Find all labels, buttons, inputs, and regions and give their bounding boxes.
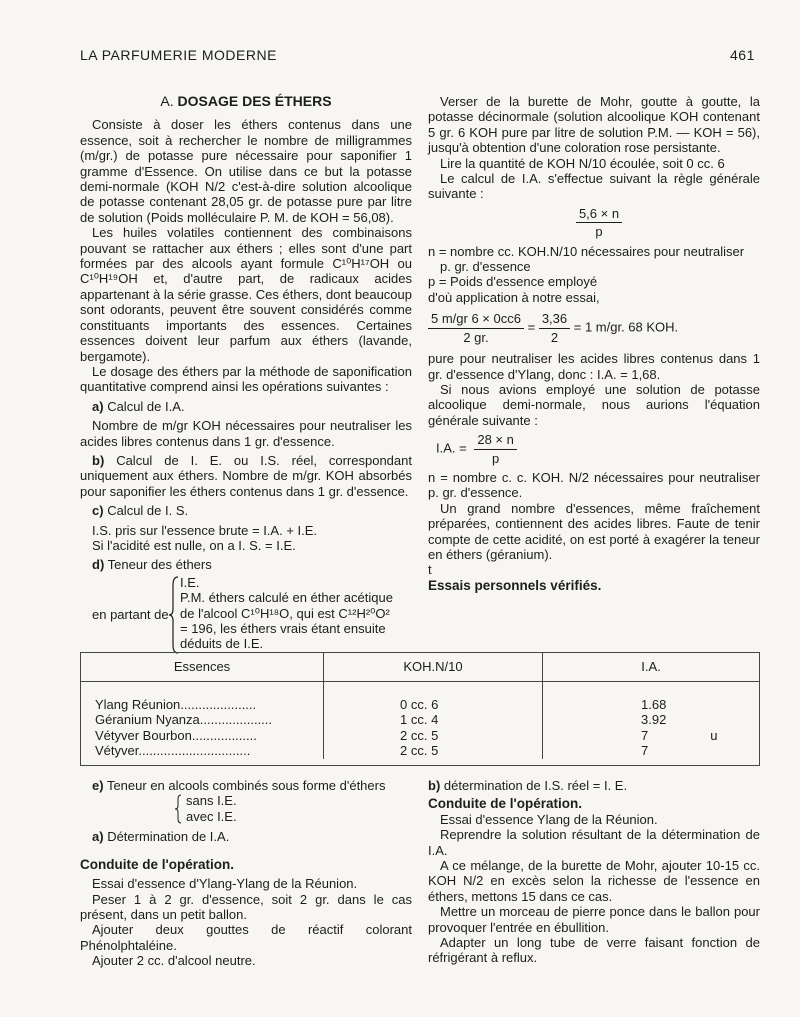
row-koh: 1 cc. 4 (324, 712, 543, 727)
item-a-label: a) (92, 398, 104, 414)
item-a-title: Calcul de I.A. (107, 398, 185, 414)
item-c (80, 503, 412, 518)
bottom-right-paragraph-2: Reprendre la solution résultant de la détermination de I.A. (428, 827, 760, 858)
right-paragraph-5: Si nous avions employé une solution de potasse alcoolique demi-normale, nous aurions l'équation générale suivante : (428, 381, 760, 428)
left-paragraph-2: Les huiles volatiles contiennent des combinaisons pouvant se rattacher aux éthers ; elles sont d'une part formées par des alcools ayant formule C¹⁰H¹⁷OH ou C¹⁰H¹⁹OH et, d'autre part, de radicaux acides appartenant à la série grasse. Ces éthers, dont beaucoup sont odorants, peuvent être souvent considérés comme constituants importants des essences. Certaines essences doivent leur parfum aux éthers (lavande, bergamote). (80, 225, 412, 364)
item-e-detail (80, 793, 412, 825)
item-d-line-2: P.M. éthers calculé en éther acétique (180, 590, 393, 606)
conduite-heading-left: Conduite de l'opération. (80, 856, 234, 872)
bottom-left-paragraph-3: Ajouter deux gouttes de réactif colorant Phénolphtaléine. (80, 922, 412, 953)
formula-1 (428, 206, 760, 240)
row-ia-mark: u (710, 727, 718, 743)
header-ia: I.A. (543, 653, 760, 682)
stray-mark: t (428, 562, 432, 578)
bottom-left-paragraph-2: Peser 1 à 2 gr. d'essence, soit 2 gr. dans le cas présent, dans un petit ballon. (80, 891, 412, 923)
left-paragraph-1: Consiste à doser les éthers contenus dans une essence, soit à rechercher le nombre de milligrammes (m/gr.) de potasse pure nécessaire pour saponifier 1 gramme d'Essence. On utilise dans ce but la potasse demi-normale (KOH N/2 c'est-à-dire solution alcoolique de potasse contenant 28,05 gr. de potasse pure par litre de solution (Poids molléculaire P. M. de KOH = 56,08). (80, 117, 412, 225)
row-ia-value: 3.92 (641, 712, 667, 728)
row-ia-value: 7 (641, 727, 649, 743)
item-e-line-2: avec I.E. (186, 808, 237, 824)
bottom-right-paragraph-5: Adapter un long tube de verre faisant fonction de réfrigérant à reflux. (428, 935, 760, 966)
header-essences: Essences (81, 653, 324, 682)
bottom-item-b-label: b) (428, 778, 441, 793)
row-essence (81, 712, 324, 727)
bottom-left-column (80, 778, 412, 969)
formula-2-result: = 1 m/gr. 68 KOH. (573, 319, 679, 335)
section-title: DOSAGE DES ÉTHERS (177, 93, 332, 109)
formula-1-numerator: 5,6 × n (576, 206, 622, 223)
formula-3-numerator: 28 × n (474, 432, 517, 449)
right-paragraph-4: pure pour neutraliser les acides libres contenus dans 1 gr. d'essence d'Ylang, donc : I.A. = 1,68. (428, 351, 760, 382)
formula-3-lhs: I.A. = (436, 440, 467, 456)
formula-2 (428, 311, 760, 345)
definition-n-cont: p. gr. d'essence (440, 259, 531, 275)
row-ia (543, 743, 760, 758)
row-essence-name: Ylang Réunion (95, 697, 181, 712)
essais-heading: Essais personnels vérifiés. (428, 577, 602, 593)
bottom-item-a-label: a) (92, 829, 104, 845)
item-d-label: d) (92, 557, 105, 573)
conduite-heading-right: Conduite de l'opération. (428, 796, 582, 812)
row-koh: 0 cc. 6 (324, 697, 543, 712)
row-dots: ............................... (138, 743, 251, 759)
item-b-label: b) (92, 452, 105, 468)
formula-2-numerator: 5 m/gr 6 × 0cc6 (428, 311, 524, 328)
bottom-item-b (428, 778, 760, 793)
right-paragraph-6: Un grand nombre d'essences, même fraîchement préparées, contiennent des acides libres. Faute de tenir compte de cette acidité, on est porté à exagérer la teneur en éthers (géranium). (428, 500, 760, 562)
item-a-text: Nombre de m/gr KOH nécessaires pour neutraliser les acides libres contenus dans 1 gr. d'essence. (80, 418, 412, 449)
row-essence-name: Vétyver (95, 743, 139, 759)
table-header-row (81, 653, 759, 682)
item-d-line-1: I.E. (180, 574, 200, 590)
row-ia-value: 1.68 (641, 697, 667, 712)
left-paragraph-3: Le dosage des éthers par la méthode de saponification quantitative comprend ainsi les opérations suivantes : (80, 363, 412, 395)
right-paragraph-1: Verser de la burette de Mohr, goutte à goutte, la potasse décinormale (solution alcoolique KOH contenant 5 gr. 6 KOH pure par litre de solution P.M. — KOH = 56), jusqu'à obtention d'une coloration rose persistante. (428, 94, 760, 156)
item-e (80, 778, 412, 793)
bottom-item-a (80, 829, 412, 844)
definition-p: p = Poids d'essence employé (428, 274, 598, 290)
brace-icon (168, 575, 180, 655)
bottom-right-paragraph-1: Essai d'essence Ylang de la Réunion. (440, 811, 658, 827)
right-column (428, 94, 760, 593)
header-koh: KOH.N/10 (324, 653, 543, 682)
item-e-line-1: sans I.E. (186, 793, 237, 809)
application-line: d'où application à notre essai, (428, 289, 600, 305)
item-d-line-5: déduits de I.E. (180, 636, 264, 652)
row-essence (81, 728, 324, 743)
running-title: LA PARFUMERIE MODERNE (80, 47, 277, 63)
formula-1-fraction (576, 206, 622, 240)
bottom-right-paragraph-4: Mettre un morceau de pierre ponce dans le ballon pour provoquer l'entrée en ébullition. (428, 904, 760, 935)
section-prefix: A. (160, 93, 174, 109)
table-row (81, 743, 759, 758)
left-column (80, 94, 412, 655)
bottom-left-paragraph-1: Essai d'essence d'Ylang-Ylang de la Réunion. (92, 876, 358, 892)
section-heading (80, 94, 412, 109)
row-dots: .................. (191, 727, 257, 743)
row-ia-value: 7 (641, 743, 649, 759)
row-dots: ..................... (180, 697, 257, 712)
item-d (80, 557, 412, 572)
table-row (81, 728, 759, 743)
brace-icon (174, 794, 182, 824)
row-koh: 2 cc. 5 (324, 743, 543, 758)
formula-2-equals: = (527, 319, 536, 335)
page-number: 461 (730, 47, 755, 63)
row-ia (543, 712, 760, 727)
formula-1-denominator: p (595, 224, 603, 240)
item-c-line-1: I.S. pris sur l'essence brute = I.A. + I.E. (92, 522, 318, 538)
right-paragraph-3: Le calcul de I.A. s'effectue suivant la règle générale suivante : (428, 171, 760, 202)
row-dots: .................... (199, 712, 273, 728)
definition-n: n = nombre cc. KOH.N/10 nécessaires pour neutraliser (428, 243, 745, 259)
essences-table (81, 653, 759, 759)
formula-3 (436, 432, 760, 466)
item-c-title: Calcul de I. S. (107, 503, 189, 519)
formula-2-denominator-2: 2 (550, 329, 559, 345)
formula-2-fraction-1 (428, 311, 524, 345)
item-e-label: e) (92, 778, 104, 793)
formula-2-denominator: 2 gr. (463, 329, 489, 345)
formula-3-denominator: p (491, 450, 500, 466)
formula-3-fraction (474, 432, 517, 466)
table-row (81, 697, 759, 712)
bottom-right-column (428, 778, 760, 966)
essences-table-box (80, 652, 760, 766)
table-row (81, 712, 759, 727)
item-b (80, 453, 412, 499)
row-essence-name: Vétyver Bourbon (95, 727, 192, 743)
bottom-item-b-text: détermination de I.S. réel = I. E. (443, 778, 628, 793)
item-d-detail (80, 575, 412, 655)
item-d-line-4: = 196, les éthers vrais étant ensuite (180, 621, 386, 636)
row-koh: 2 cc. 5 (324, 728, 543, 743)
bottom-left-paragraph-4: Ajouter 2 cc. d'alcool neutre. (92, 953, 256, 969)
item-d-prefix: en partant de (92, 606, 169, 622)
item-c-label: c) (92, 503, 104, 519)
item-d-line-3: de l'alcool C¹⁰H¹⁸O, qui est C¹²H²⁰O² (180, 605, 390, 621)
formula-2-fraction-2 (539, 311, 570, 345)
definition-2: n = nombre c. c. KOH. N/2 nécessaires pour neutraliser p. gr. d'essence. (428, 469, 760, 501)
bottom-right-paragraph-3: A ce mélange, de la burette de Mohr, ajouter 10-15 cc. KOH N/2 en excès selon la richesse de l'essence en éthers, mettons 15 dans ce cas. (428, 858, 760, 904)
item-b-text: Calcul de I. E. ou I.S. réel, correspondant uniquement aux éthers. Nombre de m/gr. KOH absorbés pour saponifier les éthers contenus dans 1 gr. d'essence. (80, 452, 412, 499)
item-d-title: Teneur des éthers (107, 557, 212, 573)
row-essence-name: Géranium Nyanza (95, 712, 200, 728)
row-essence (81, 697, 324, 712)
item-e-lines (186, 793, 237, 824)
row-ia (543, 697, 760, 712)
formula-2-numerator-2: 3,36 (539, 311, 570, 328)
item-d-lines (180, 575, 412, 652)
item-a (80, 399, 412, 414)
item-c-line-2: Si l'acidité est nulle, on a I. S. = I.E. (92, 537, 296, 553)
bottom-item-a-text: Détermination de I.A. (107, 829, 230, 845)
row-ia (543, 728, 760, 743)
right-paragraph-2: Lire la quantité de KOH N/10 écoulée, soit 0 cc. 6 (440, 155, 725, 171)
row-essence (81, 743, 324, 758)
item-e-text: Teneur en alcools combinés sous forme d'éthers (106, 778, 386, 793)
